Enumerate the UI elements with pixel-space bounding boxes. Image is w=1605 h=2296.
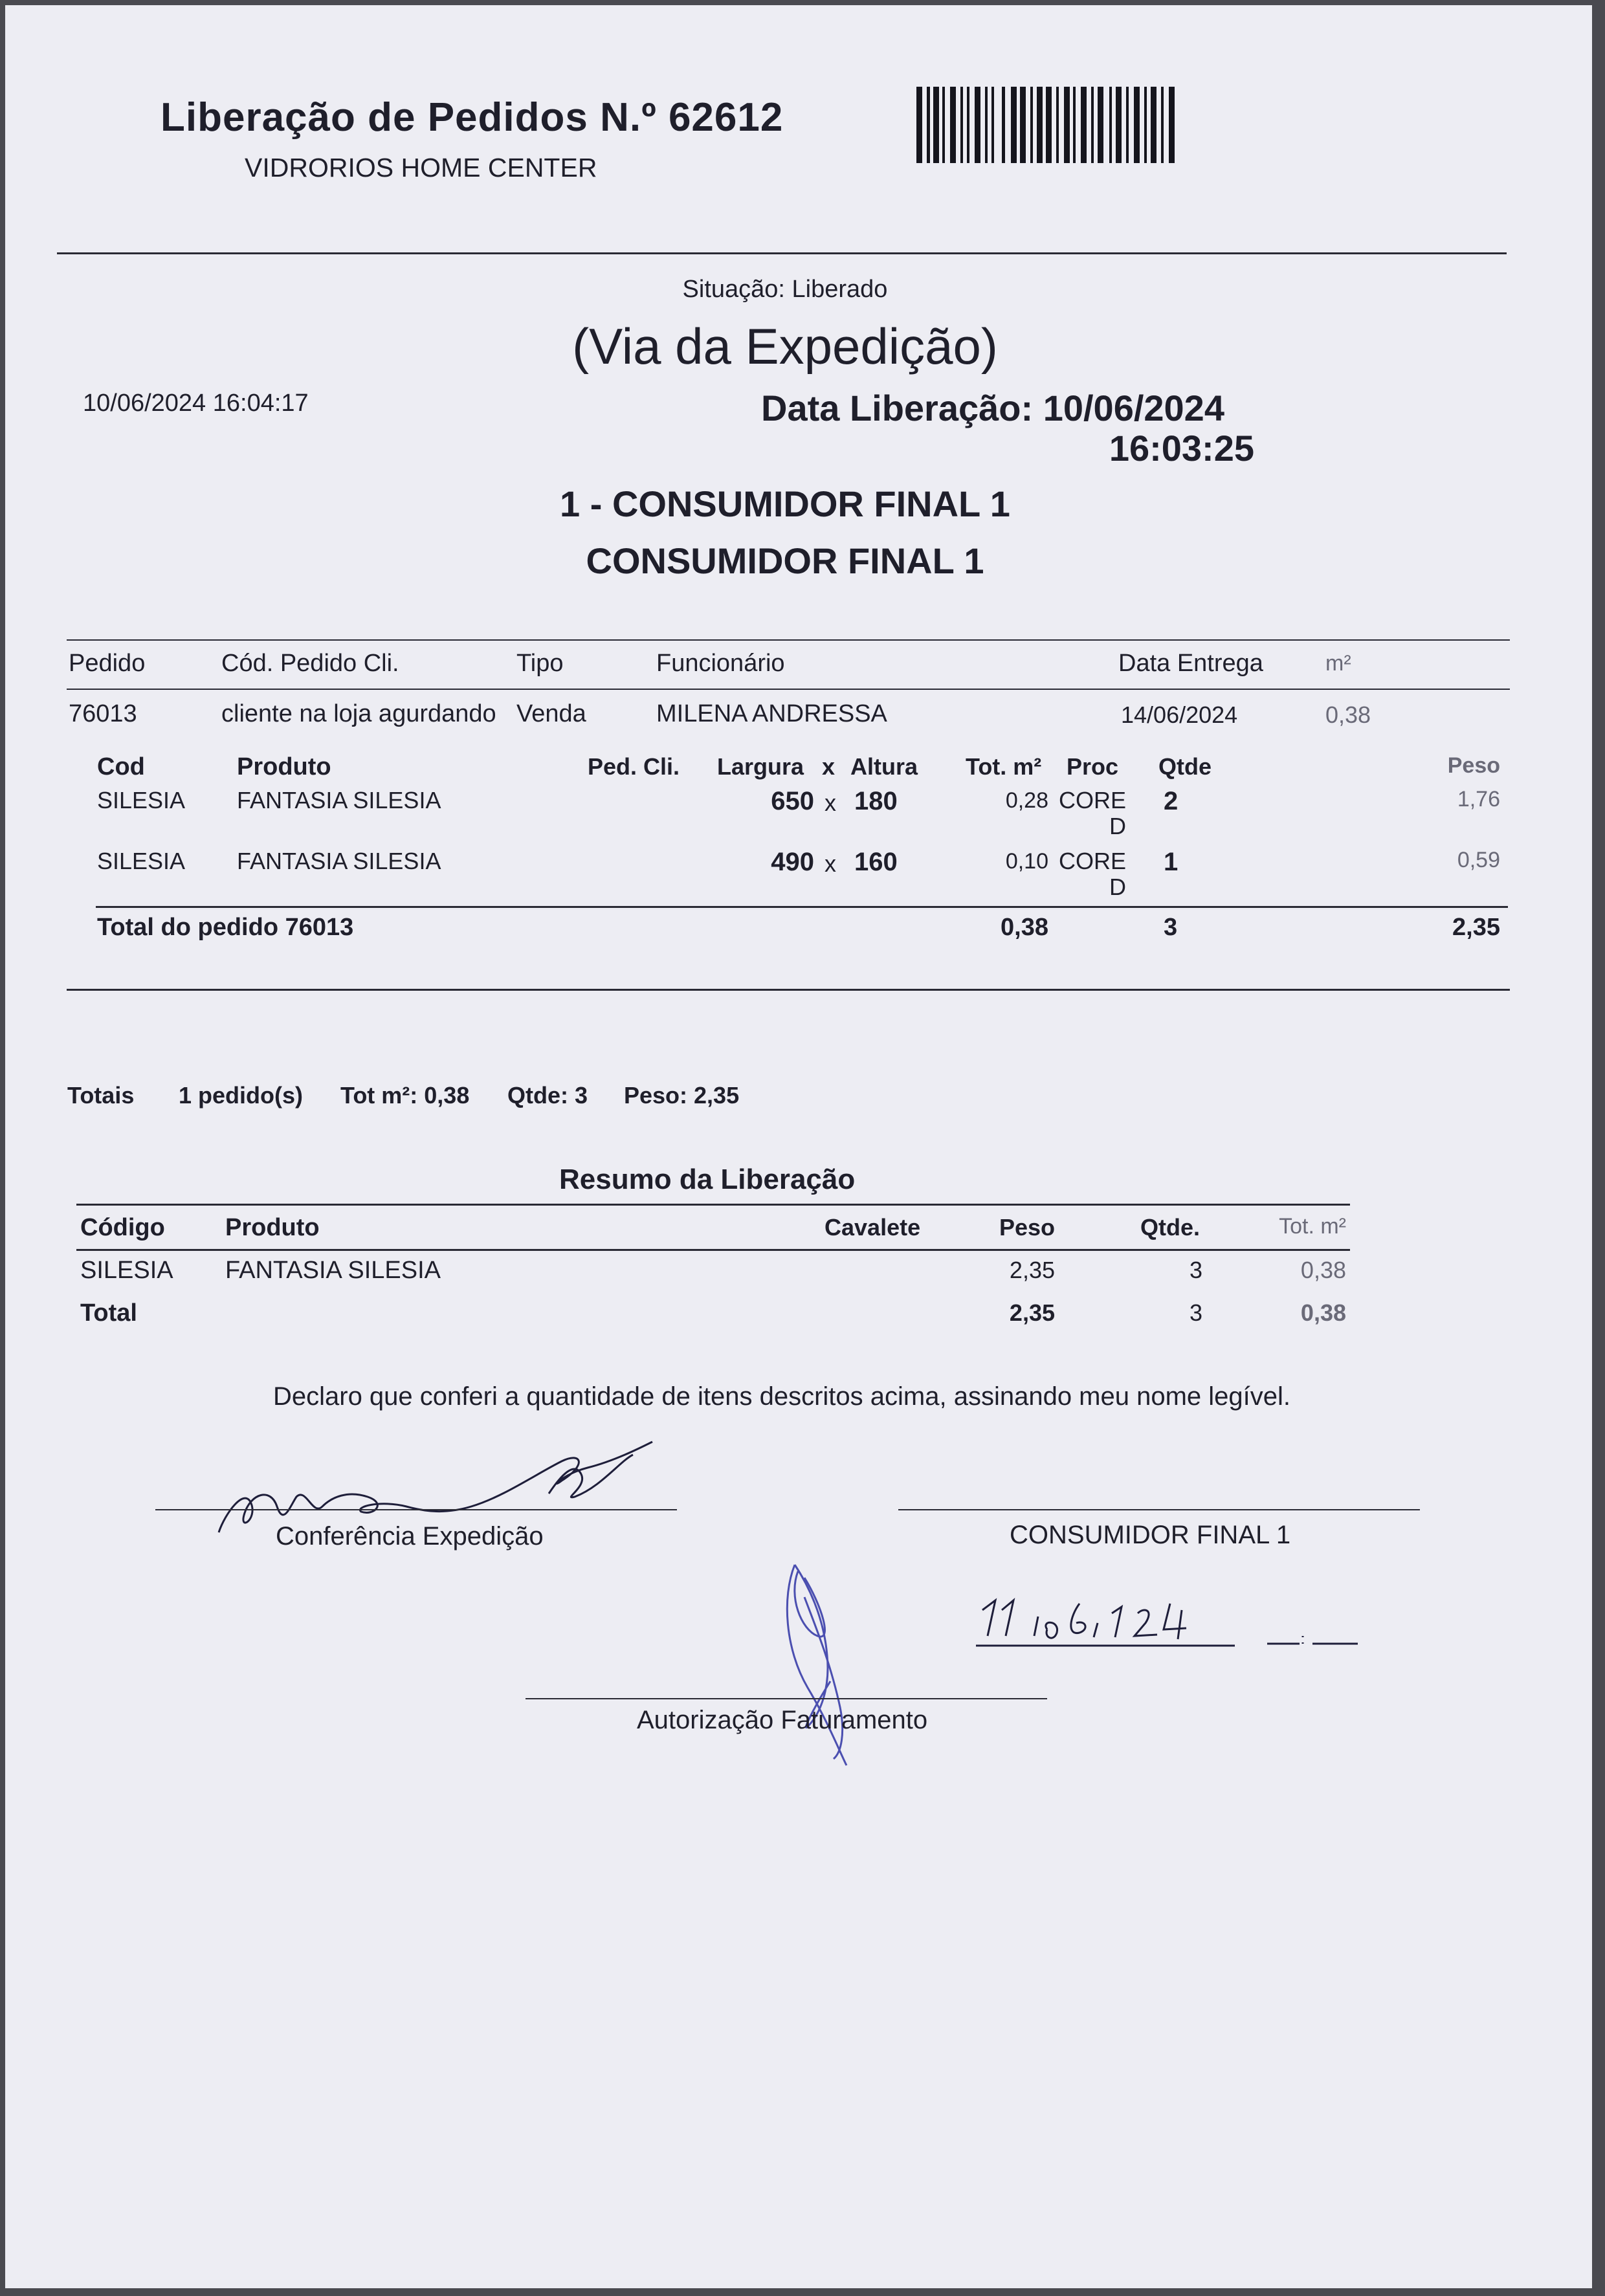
summary-header-cavalete: Cavalete: [825, 1214, 921, 1241]
totals-peso: Peso: 2,35: [624, 1082, 740, 1109]
item-proc-cont: D: [1109, 813, 1126, 839]
summary-tot-m2: 0,38: [1300, 1257, 1346, 1283]
expedicao-signature-line: [155, 1509, 677, 1510]
order-data-entrega: 14/06/2024: [1121, 701, 1238, 728]
col-header-data-entrega: Data Entrega: [1118, 650, 1263, 677]
header-divider: [57, 252, 1507, 254]
summary-header-qtde: Qtde.: [1140, 1214, 1201, 1241]
summary-header-codigo: Código: [80, 1214, 165, 1241]
item-cod: SILESIA: [97, 848, 186, 874]
col-header-ped-cli: Ped. Cli.: [588, 753, 680, 780]
item-peso: 1,76: [1457, 787, 1500, 811]
item-x: x: [825, 850, 836, 877]
items-total-border: [96, 906, 1508, 908]
col-header-funcionario: Funcionário: [656, 650, 785, 677]
summary-header-tot-m2: Tot. m²: [1279, 1214, 1346, 1239]
faturamento-signature-line: [526, 1698, 1047, 1699]
item-produto: FANTASIA SILESIA: [237, 787, 441, 813]
col-header-m2: m²: [1325, 651, 1351, 676]
item-largura: 490: [771, 848, 814, 876]
order-cod-pedido-cli: cliente na loja agurdando: [221, 700, 496, 727]
item-x: x: [825, 789, 836, 816]
col-header-qtde: Qtde: [1158, 753, 1212, 780]
col-header-largura: Largura: [717, 753, 804, 780]
order-tipo: Venda: [516, 700, 586, 727]
expedicao-label: Conferência Expedição: [276, 1522, 544, 1551]
summary-header-border: [76, 1249, 1350, 1251]
release-date: Data Liberação: 10/06/2024: [761, 388, 1224, 428]
item-altura: 180: [854, 787, 898, 815]
order-total-qtde: 3: [1164, 914, 1178, 941]
col-header-peso: Peso: [1447, 753, 1500, 778]
summary-top-border: [76, 1204, 1350, 1206]
client-signature-line: [898, 1509, 1420, 1510]
client-name-line2: CONSUMIDOR FINAL 1: [586, 540, 984, 581]
summary-total-label: Total: [80, 1299, 137, 1327]
order-m2: 0,38: [1325, 701, 1371, 728]
col-header-cod-pedido-cli: Cód. Pedido Cli.: [221, 650, 399, 677]
order-pedido: 76013: [69, 700, 137, 727]
item-largura: 650: [771, 787, 814, 815]
item-peso: 0,59: [1457, 848, 1500, 872]
item-qtde: 2: [1164, 787, 1179, 815]
faturamento-signature: [769, 1558, 885, 1772]
declaration-text: Declaro que conferi a quantidade de itens descritos acima, assinando meu nome legível.: [272, 1382, 1291, 1411]
summary-total-qtde: 3: [1190, 1299, 1203, 1326]
item-proc: CORE: [1059, 787, 1127, 813]
item-tot-m2: 0,10: [1005, 849, 1048, 874]
col-header-proc: Proc: [1067, 753, 1119, 780]
totals-label: Totais: [67, 1082, 135, 1109]
summary-codigo: SILESIA: [80, 1257, 173, 1284]
order-table-header-border: [67, 689, 1510, 690]
item-cod: SILESIA: [97, 787, 186, 813]
summary-title: Resumo da Liberação: [559, 1164, 856, 1195]
col-header-pedido: Pedido: [69, 650, 146, 677]
summary-qtde: 3: [1190, 1257, 1203, 1283]
client-name-line1: 1 - CONSUMIDOR FINAL 1: [560, 483, 1010, 524]
col-header-produto: Produto: [237, 753, 331, 780]
company-name: VIDRORIOS HOME CENTER: [245, 153, 597, 182]
release-time: 16:03:25: [1109, 428, 1254, 469]
summary-total-tot-m2: 0,38: [1300, 1299, 1346, 1326]
copy-type: (Via da Expedição): [572, 318, 998, 375]
order-table-top-border: [67, 639, 1510, 641]
summary-header-produto: Produto: [225, 1214, 320, 1241]
summary-header-peso: Peso: [999, 1214, 1056, 1241]
order-total-peso: 2,35: [1452, 914, 1500, 941]
item-proc-cont: D: [1109, 874, 1126, 900]
document-page: [5, 5, 1592, 2288]
summary-peso: 2,35: [1009, 1257, 1055, 1283]
summary-produto: FANTASIA SILESIA: [225, 1257, 441, 1284]
handwritten-date: [976, 1584, 1364, 1655]
item-proc: CORE: [1059, 848, 1127, 874]
client-signature-label: CONSUMIDOR FINAL 1: [1010, 1521, 1291, 1549]
item-qtde: 1: [1164, 848, 1179, 876]
totals-tot-m2: Tot m²: 0,38: [340, 1082, 470, 1109]
totals-pedidos: 1 pedido(s): [179, 1082, 304, 1109]
col-header-tipo: Tipo: [516, 650, 564, 677]
col-header-tot-m2: Tot. m²: [966, 753, 1042, 780]
order-total-label: Total do pedido 76013: [97, 914, 354, 941]
faturamento-label: Autorização Faturamento: [637, 1706, 928, 1734]
items-bottom-divider: [67, 989, 1510, 991]
document-title: Liberação de Pedidos N.º 62612: [160, 95, 784, 140]
barcode: [916, 87, 1175, 163]
status-text: Situação: Liberado: [682, 276, 888, 303]
item-tot-m2: 0,28: [1005, 788, 1048, 813]
order-total-m2: 0,38: [1001, 914, 1048, 941]
col-header-cod: Cod: [97, 753, 145, 780]
col-header-x: x: [822, 753, 836, 780]
col-header-altura: Altura: [850, 753, 918, 780]
order-funcionario: MILENA ANDRESSA: [656, 700, 887, 727]
summary-total-peso: 2,35: [1009, 1299, 1055, 1326]
totals-qtde: Qtde: 3: [507, 1082, 588, 1109]
item-altura: 160: [854, 848, 898, 876]
print-datetime: 10/06/2024 16:04:17: [83, 390, 309, 417]
item-produto: FANTASIA SILESIA: [237, 848, 441, 874]
